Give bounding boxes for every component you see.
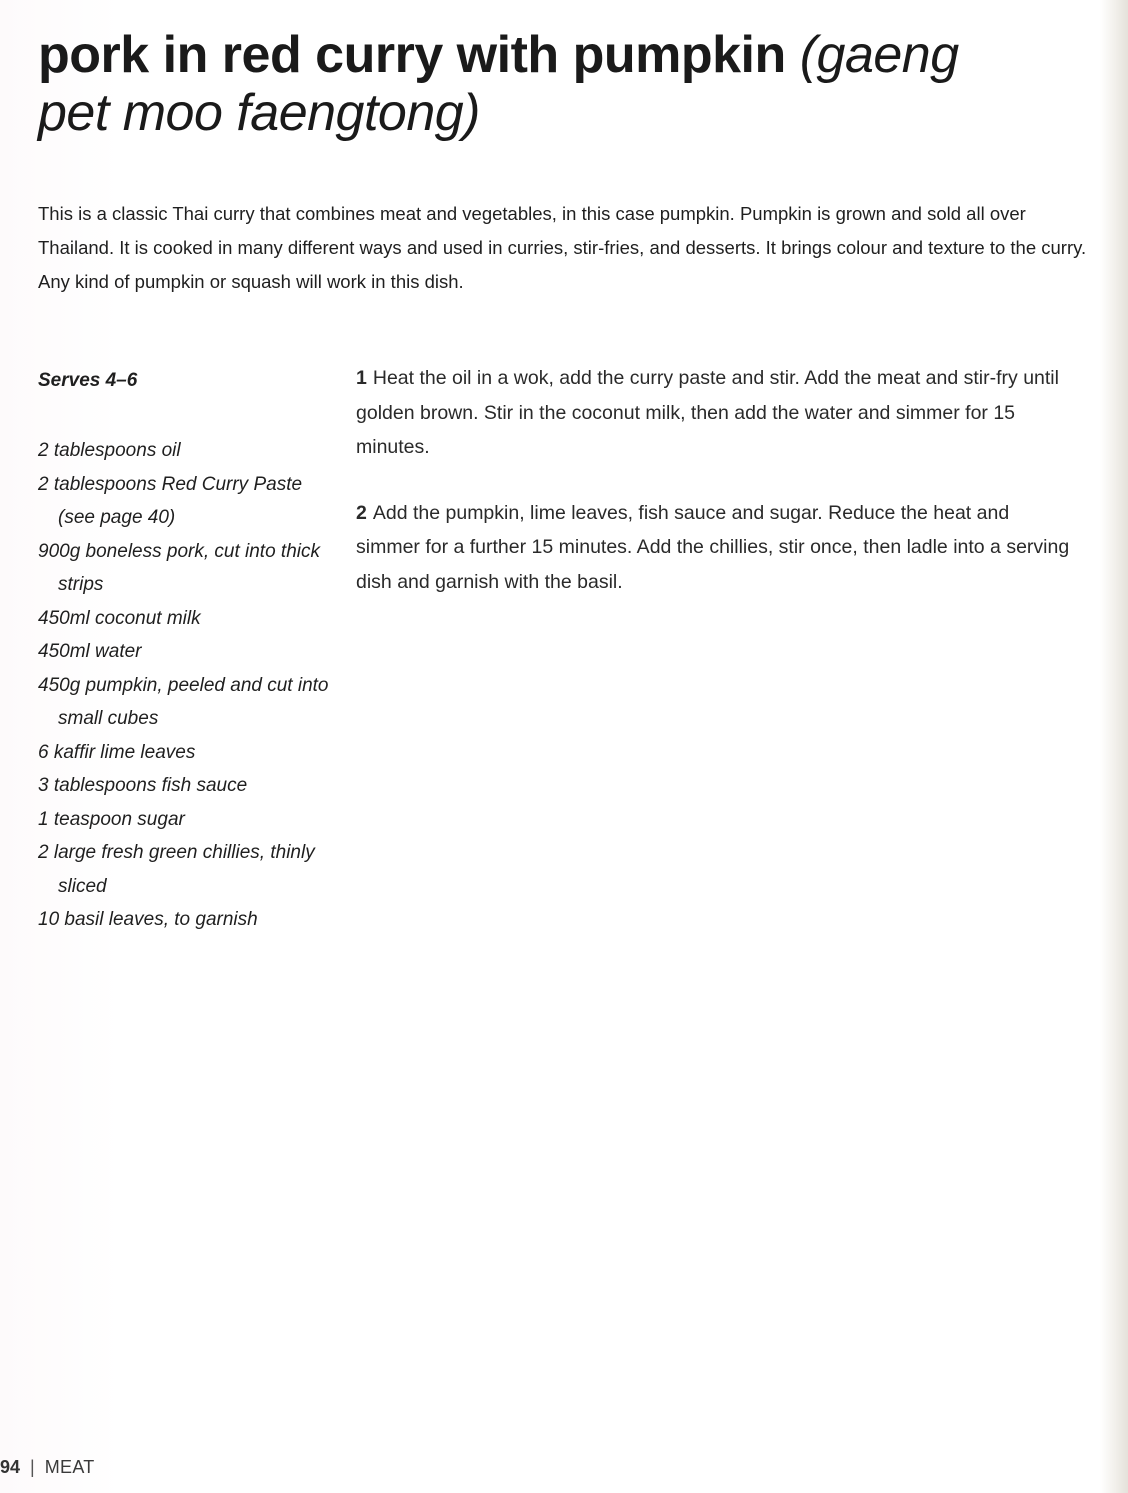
- recipe-title: [38, 26, 1038, 142]
- step-text: Add the pumpkin, lime leaves, fish sauce and sugar. Reduce the heat and simmer for a further 15 minutes. Add the chillies, stir once, then ladle into a serving dish and garnish with the basil.: [356, 501, 1070, 593]
- ingredient-item: 6 kaffir lime leaves: [38, 741, 196, 763]
- step-number: 1: [356, 367, 367, 389]
- ingredient-item: 2 tablespoons oil: [38, 440, 181, 461]
- ingredients-column: [38, 366, 338, 937]
- recipe-title-thai: (gaeng pet moo faengtong): [38, 26, 959, 142]
- ingredient-item: 450ml water: [38, 641, 142, 662]
- recipe-title-english: pork in red curry with pumpkin: [38, 26, 800, 84]
- page-footer: [0, 1455, 95, 1479]
- method-column: [356, 361, 1076, 630]
- method-step: [356, 496, 1076, 600]
- ingredient-item: 2 tablespoons Red Curry Paste (see page 40): [38, 473, 303, 528]
- section-name: MEAT: [44, 1457, 95, 1477]
- ingredient-item: 900g boneless pork, cut into thick strips: [38, 540, 321, 595]
- ingredient-item: 450g pumpkin, peeled and cut into small cubes: [38, 674, 329, 729]
- step-number: 2: [356, 501, 367, 524]
- ingredient-list: [38, 434, 338, 937]
- ingredient-item: 450ml coconut milk: [38, 607, 201, 629]
- footer-separator: |: [30, 1457, 35, 1477]
- ingredient-item: 2 large fresh green chillies, thinly sliced: [38, 842, 315, 897]
- ingredient-item: 1 teaspoon sugar: [38, 808, 185, 830]
- ingredient-item: 3 tablespoons fish sauce: [38, 775, 248, 796]
- serves-label: Serves 4–6: [38, 370, 138, 391]
- page-number: 94: [0, 1457, 21, 1477]
- method-step: [356, 361, 1076, 465]
- recipe-intro: This is a classic Thai curry that combines meat and vegetables, in this case pumpkin. Pumpkin is grown and sold all over Thailand. It is cooked in many different ways and used in curries, stir-fries, and desserts. It brings colour and texture to the curry. Any kind of pumpkin or squash will work in this dish.: [38, 203, 1087, 292]
- step-text: Heat the oil in a wok, add the curry paste and stir. Add the meat and stir-fry until golden brown. Stir in the coconut milk, then add the water and simmer for 15 minutes.: [356, 367, 1059, 458]
- ingredient-item: 10 basil leaves, to garnish: [38, 909, 258, 930]
